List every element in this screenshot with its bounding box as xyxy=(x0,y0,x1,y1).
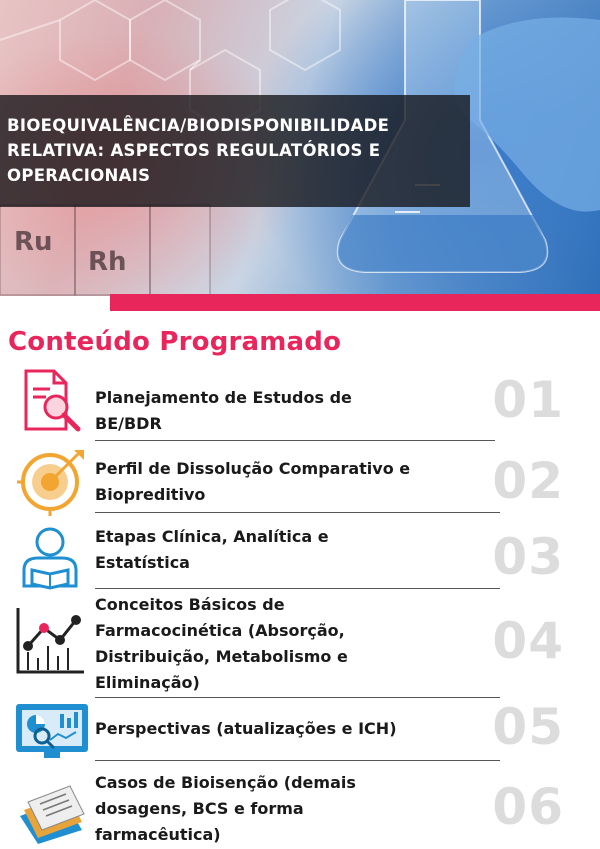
divider xyxy=(95,760,500,761)
document-search-icon xyxy=(14,367,84,439)
divider xyxy=(95,512,500,513)
list-item xyxy=(0,698,600,762)
person-reading-icon xyxy=(14,524,84,594)
target-icon xyxy=(14,446,89,520)
item-number: 03 xyxy=(492,528,564,586)
line-chart-icon xyxy=(14,606,86,680)
list-item xyxy=(0,590,600,698)
divider xyxy=(95,440,495,441)
item-label: Planejamento de Estudos de BE/BDR xyxy=(95,388,352,433)
svg-text:Ru: Ru xyxy=(14,227,53,257)
item-number: 05 xyxy=(492,698,564,756)
item-number: 01 xyxy=(492,371,564,429)
list-item xyxy=(0,768,600,849)
item-number: 02 xyxy=(492,452,564,510)
dashboard-icon xyxy=(14,702,90,766)
item-label: Etapas Clínica, Analítica e Estatística xyxy=(95,527,329,572)
list-item xyxy=(0,446,600,516)
divider xyxy=(95,697,500,698)
accent-bar xyxy=(110,294,600,311)
item-number: 06 xyxy=(492,778,564,836)
divider xyxy=(95,588,500,589)
section-title: Conteúdo Programado xyxy=(8,327,342,357)
item-label: Perfil de Dissolução Comparativo e Biopreditivo xyxy=(95,459,411,504)
item-label: Casos de Bioisenção (demais dosagens, BCS e forma farmacêutica) xyxy=(95,773,356,844)
item-label: Perspectivas (atualizações e ICH) xyxy=(95,719,397,738)
item-label: Conceitos Básicos de Farmacocinética (Absorção, Distribuição, Metabolismo e Eliminação) xyxy=(95,595,348,692)
list-item xyxy=(0,365,600,443)
page-title: BIOEQUIVALÊNCIA/BIODISPONIBILIDADE RELATIVA: ASPECTOS REGULATÓRIOS E OPERACIONAIS xyxy=(7,116,390,185)
item-number: 04 xyxy=(492,612,564,670)
documents-icon xyxy=(14,782,90,848)
hero-banner xyxy=(0,0,600,296)
svg-text:Rh: Rh xyxy=(88,247,127,277)
list-item xyxy=(0,522,600,592)
